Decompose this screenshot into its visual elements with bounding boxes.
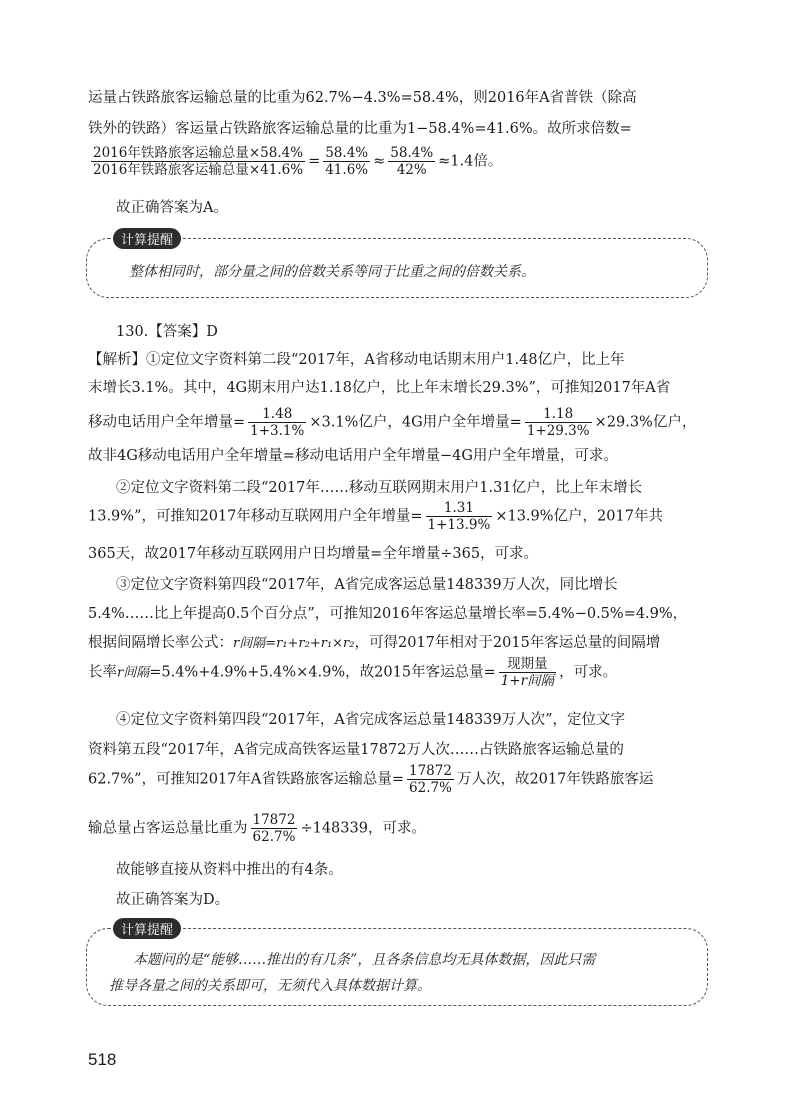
tip-text: 本题问的是“能够……推出的有几条”，且各条信息均无具体数据，因此只需 [133, 952, 596, 968]
text-line: ③定位文字资料第四段“2017年，A省完成客运总量148339万人次，同比增长 [116, 577, 618, 593]
page-number: 518 [88, 1050, 117, 1069]
text-line: 故非4G移动电话用户全年增量=移动电话用户全年增量−4G用户全年增量，可求。 [88, 448, 618, 464]
fraction: $\frac{1.48}{1+3.1\%}$ [250, 406, 305, 439]
fraction: $\frac{1.31}{1+13.9\%}$ [427, 500, 491, 533]
tip-label: 计算提醒 [113, 918, 181, 939]
fraction-equation-line: 13.9%”，可推知2017年移动互联网用户全年增量= $\frac{1.31}{1+13.9\%}$ ×13.9%亿户，2017年共 [88, 500, 663, 533]
fraction-equation-line: 62.7%”，可推知2017年A省铁路旅客运输总量= $\frac{17872}{62.7\%}$ 万人次，故2017年铁路旅客运 [88, 763, 654, 796]
fraction: $\frac{1.18}{1+29.3\%}$ [526, 406, 590, 439]
fraction-equation-line: 长率r间隔=5.4%+4.9%+5.4%×4.9%，故2015年客运总量= $\frac{\text{现期量}}{\text{1+r间隔}}$ ，可求。 [88, 656, 618, 689]
text-line: 故能够直接从资料中推出的有4条。 [116, 862, 343, 878]
calculation-tip-box [86, 923, 708, 1006]
fraction: $\frac{58.4\%}{41.6\%}$ [325, 145, 369, 178]
fraction-equation-line: $\frac{\text{2016年铁路旅客运输总量×58.4\%}}{\text{2016年铁路旅客运输总量×41.6\%}}$ = $\frac{58.4\%}{41.6\%}$ ≈ $\frac{58.4\%}{42\%}$ ≈1.4倍。 [93, 145, 503, 178]
text-line: 365天，故2017年移动互联网用户日均增量=全年增量÷365，可求。 [88, 546, 539, 562]
tip-label: 计算提醒 [113, 228, 181, 249]
fraction: $\frac{\text{2016年铁路旅客运输总量×58.4\%}}{\text{2016年铁路旅客运输总量×41.6\%}}$ [93, 145, 304, 178]
text-line: 【解析】①定位文字资料第二段“2017年，A省移动电话期末用户1.48亿户，比上年 [88, 352, 625, 368]
answer-line: 故正确答案为D。 [116, 892, 230, 908]
question-header: 130.【答案】D [116, 324, 218, 340]
text-line: ④定位文字资料第四段“2017年，A省完成客运总量148339万人次”，定位文字 [116, 712, 626, 728]
fraction: $\frac{17872}{62.7\%}$ [252, 812, 296, 845]
tip-text: 整体相同时，部分量之间的倍数关系等同于比重之间的倍数关系。 [129, 264, 535, 280]
fraction: $\frac{58.4\%}{42\%}$ [390, 145, 434, 178]
fraction-equation-line: 输总量占客运总量比重为 $\frac{17872}{62.7\%}$ ÷148339，可求。 [88, 812, 426, 845]
text-line: 末增长3.1%。其中，4G期末用户达1.18亿户，比上年末增长29.3%”，可推知2017年A省 [88, 380, 671, 396]
text-line: ②定位文字资料第二段“2017年……移动互联网期末用户1.31亿户，比上年末增长 [116, 480, 643, 496]
fraction-equation-line: 移动电话用户全年增量= $\frac{1.48}{1+3.1\%}$ ×3.1%亿户，4G用户全年增量= $\frac{1.18}{1+29.3\%}$ ×29.3%亿户， [88, 406, 697, 439]
text-line: 铁外的铁路）客运量占铁路旅客运输总量的比重为1−58.4%=41.6%。故所求倍数= [88, 121, 632, 137]
tip-text: 推导各量之间的关系即可，无须代入具体数据计算。 [109, 978, 431, 994]
text-line: 资料第五段“2017年，A省完成高铁客运量17872万人次……占铁路旅客运输总量的 [88, 742, 624, 758]
text-line: 5.4%……比上年提高0.5个百分点”，可推知2016年客运总量增长率=5.4%−0.5%=4.9%， [88, 606, 688, 622]
formula: r间隔=r₁+r₂+r₁×r₂ [233, 636, 355, 651]
answer-line: 故正确答案为A。 [116, 200, 228, 216]
text-line: 运量占铁路旅客运输总量的比重为62.7%−4.3%=58.4%，则2016年A省普铁（除高 [88, 90, 637, 106]
fraction: $\frac{17872}{62.7\%}$ [409, 763, 452, 796]
fraction: $\frac{\text{现期量}}{\text{1+r间隔}}$ [500, 656, 555, 689]
text-line: 根据间隔增长率公式：r间隔=r₁+r₂+r₁×r₂，可得2017年相对于2015年客运总量的间隔增 [88, 635, 661, 651]
calculation-tip-box [86, 233, 708, 298]
